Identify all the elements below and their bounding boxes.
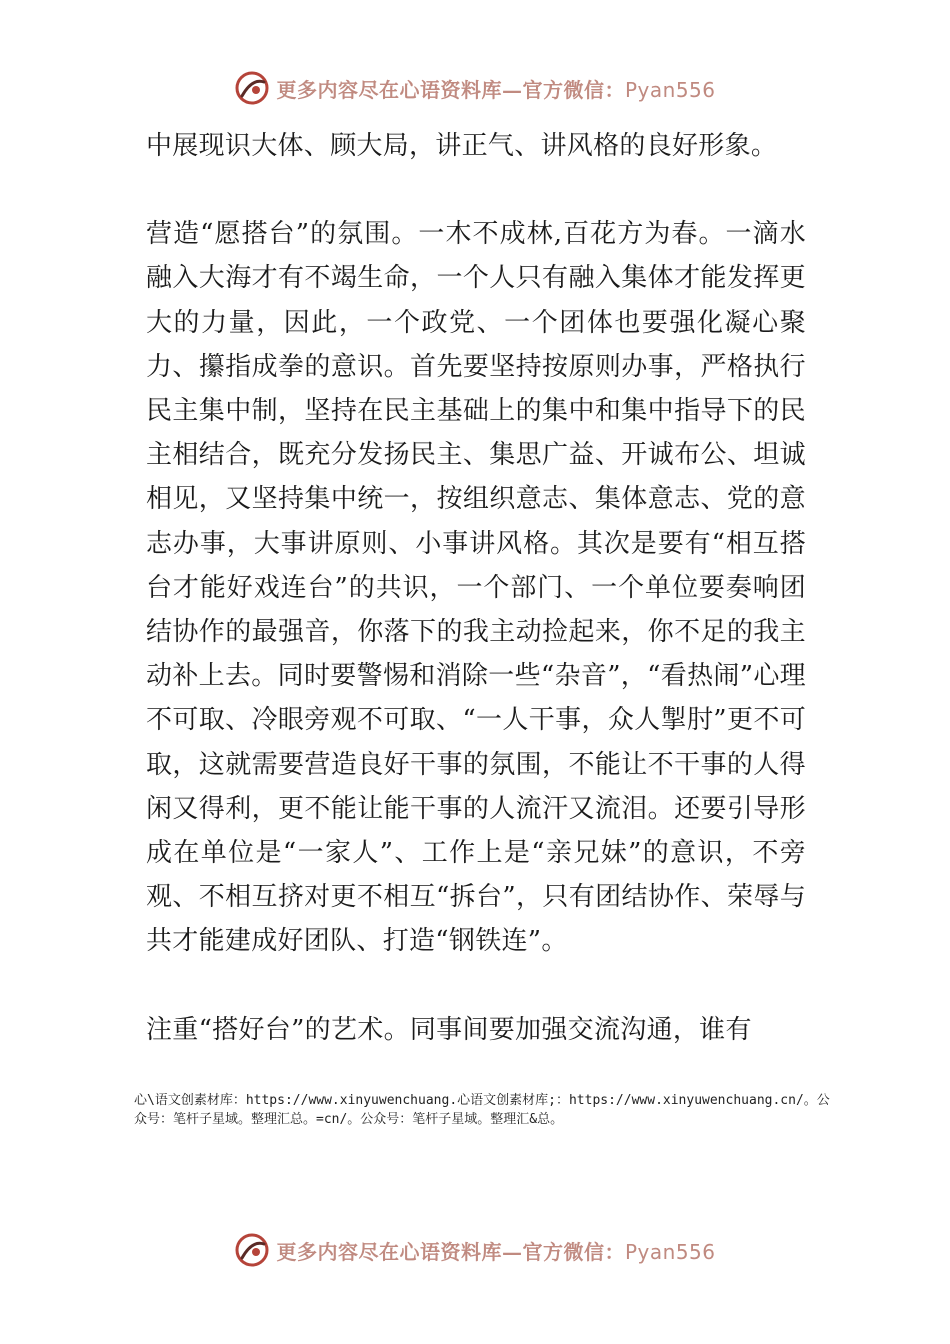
paragraph-gap [146, 964, 806, 1008]
paragraph-gap [146, 168, 806, 212]
banner-text [276, 1236, 715, 1265]
banner-text [276, 74, 715, 103]
banner-wechat-id: Pyan556 [624, 77, 716, 102]
banner-label: 更多内容尽在心语资料库—官方微信： [276, 77, 625, 102]
footer-banner [0, 1232, 950, 1268]
header-banner [0, 70, 950, 106]
paragraph-1: 中展现识大体、顾大局，讲正气、讲风格的良好形象。 [146, 131, 778, 161]
banner-label: 更多内容尽在心语资料库—官方微信： [276, 1239, 625, 1264]
footer-note: 心\语文创素材库：https://www.xinyuwenchuang.心语文创素材库;：https://www.xinyuwenchuang.cn/。公众号：笔杆子星域。整理汇总。=cn/。公众号：笔杆子星域。整理汇&总。 [134, 1093, 830, 1127]
logo-icon [234, 1232, 270, 1268]
banner-wechat-id: Pyan556 [624, 1239, 716, 1264]
paragraph-3: 注重“搭好台”的艺术。同事间要加强交流沟通，谁有 [146, 1014, 752, 1045]
document-body [146, 124, 806, 1052]
paragraph-2: 营造“愿搭台”的氛围。一木不成林,百花方为春。一滴水融入大海才有不竭生命，一个人只有融入集体才能发挥更大的力量，因此，一个政党、一个团体也要强化凝心聚力、攥指成拳的意识。首先要坚持按原则办事，严格执行民主集中制，坚持在民主基础上的集中和集中指导下的民主相结合，既充分发扬民主、集思广益、开诚布公、坦诚相见，又坚持集中统一，按组织意志、集体意志、党的意志办事，大事讲原则、小事讲风格。其次是要有“相互搭台才能好戏连台”的共识，一个部门、一个单位要奏响团结协作的最强音，你落下的我主动捡起来，你不足的我主动补上去。同时要警惕和消除一些“杂音”，“看热闹”心理不可取、冷眼旁观不可取、“一人干事，众人掣肘”更不可取，这就需要营造良好干事的氛围，不能让不干事的人得闲又得利，更不能让能干事的人流汗又流泪。还要引导形成在单位是“一家人”、工作上是“亲兄妹”的意识，不旁观、不相互挤对更不相互“拆台”，只有团结协作、荣辱与共才能建成好团队、打造“钢铁连”。 [146, 219, 806, 957]
logo-icon [234, 70, 270, 106]
